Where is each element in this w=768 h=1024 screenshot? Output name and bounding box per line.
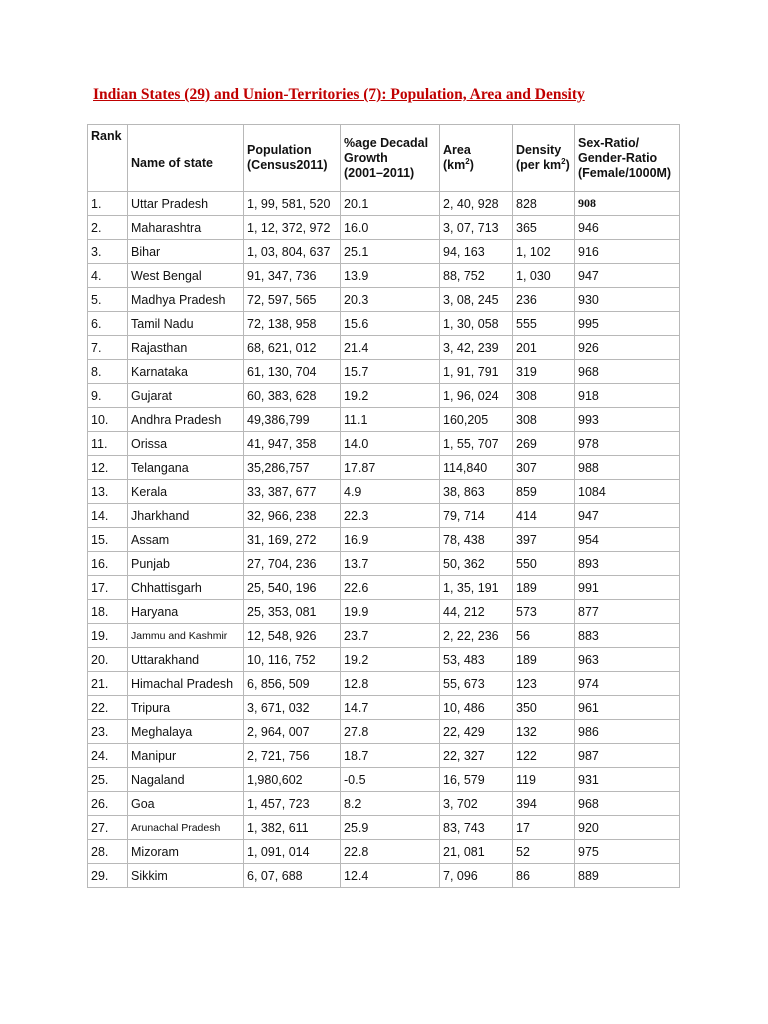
rank-cell: 7.	[88, 336, 128, 360]
area-cell: 1, 91, 791	[440, 360, 513, 384]
state-name-cell: Tripura	[128, 696, 244, 720]
population-cell: 72, 597, 565	[244, 288, 341, 312]
density-cell: 269	[513, 432, 575, 456]
density-cell: 17	[513, 816, 575, 840]
sex-ratio-cell: 975	[575, 840, 680, 864]
density-cell: 1, 102	[513, 240, 575, 264]
header-row	[88, 125, 680, 192]
table-row	[88, 720, 680, 744]
state-name-cell: Tamil Nadu	[128, 312, 244, 336]
table-row	[88, 384, 680, 408]
sex-ratio-cell: 954	[575, 528, 680, 552]
area-header: Area $(km^2)$	[440, 125, 513, 192]
document-title: Indian States (29) and Union-Territories (7): Population, Area and Density	[93, 86, 585, 103]
growth-cell: 12.4	[341, 864, 440, 888]
rank-cell: 23.	[88, 720, 128, 744]
state-name-cell: Manipur	[128, 744, 244, 768]
population-cell: 1, 382, 611	[244, 816, 341, 840]
sex-ratio-cell: 995	[575, 312, 680, 336]
rank-cell: 22.	[88, 696, 128, 720]
population-cell: 1, 091, 014	[244, 840, 341, 864]
state-name-cell: Bihar	[128, 240, 244, 264]
table-row	[88, 624, 680, 648]
growth-cell: 18.7	[341, 744, 440, 768]
area-cell: 3, 08, 245	[440, 288, 513, 312]
density-cell: 189	[513, 648, 575, 672]
population-cell: 1, 12, 372, 972	[244, 216, 341, 240]
state-name-cell: Gujarat	[128, 384, 244, 408]
rank-cell: 14.	[88, 504, 128, 528]
rank-cell: 3.	[88, 240, 128, 264]
table-row	[88, 216, 680, 240]
sex-ratio-cell: 946	[575, 216, 680, 240]
density-cell: 236	[513, 288, 575, 312]
density-cell: 859	[513, 480, 575, 504]
table-row	[88, 840, 680, 864]
population-cell: 91, 347, 736	[244, 264, 341, 288]
state-name-cell: Haryana	[128, 600, 244, 624]
table-row	[88, 288, 680, 312]
table-row	[88, 312, 680, 336]
population-cell: 60, 383, 628	[244, 384, 341, 408]
area-cell: 3, 07, 713	[440, 216, 513, 240]
growth-cell: 20.3	[341, 288, 440, 312]
density-cell: 573	[513, 600, 575, 624]
rank-cell: 29.	[88, 864, 128, 888]
area-cell: 2, 22, 236	[440, 624, 513, 648]
state-name-cell: Kerala	[128, 480, 244, 504]
sex-ratio-cell: 947	[575, 504, 680, 528]
table-row	[88, 648, 680, 672]
density-cell: 550	[513, 552, 575, 576]
population-header: Population (Census2011)	[244, 125, 341, 192]
table-row	[88, 264, 680, 288]
table-row	[88, 768, 680, 792]
sex-ratio-cell: 916	[575, 240, 680, 264]
population-cell: 6, 07, 688	[244, 864, 341, 888]
area-cell: 2, 40, 928	[440, 192, 513, 216]
area-cell: 1, 35, 191	[440, 576, 513, 600]
area-cell: 83, 743	[440, 816, 513, 840]
sex-ratio-cell: 908	[575, 192, 680, 216]
rank-cell: 28.	[88, 840, 128, 864]
rank-cell: 25.	[88, 768, 128, 792]
density-cell: 122	[513, 744, 575, 768]
state-name-cell: Uttar Pradesh	[128, 192, 244, 216]
rank-cell: 20.	[88, 648, 128, 672]
name-header: Name of state	[128, 125, 244, 192]
state-name-cell: Andhra Pradesh	[128, 408, 244, 432]
growth-cell: 19.2	[341, 648, 440, 672]
area-cell: 1, 30, 058	[440, 312, 513, 336]
growth-cell: 27.8	[341, 720, 440, 744]
sex-ratio-cell: 961	[575, 696, 680, 720]
population-cell: 1,980,602	[244, 768, 341, 792]
table-row	[88, 672, 680, 696]
state-name-cell: Arunachal Pradesh	[128, 816, 244, 840]
area-cell: 22, 327	[440, 744, 513, 768]
rank-cell: 16.	[88, 552, 128, 576]
sex-ratio-cell: 889	[575, 864, 680, 888]
state-name-cell: Chhattisgarh	[128, 576, 244, 600]
area-cell: 38, 863	[440, 480, 513, 504]
state-name-cell: Orissa	[128, 432, 244, 456]
table-row	[88, 408, 680, 432]
growth-cell: 25.9	[341, 816, 440, 840]
density-cell: 394	[513, 792, 575, 816]
density-cell: 132	[513, 720, 575, 744]
sex-ratio-cell: 968	[575, 360, 680, 384]
sex-ratio-cell: 918	[575, 384, 680, 408]
rank-cell: 4.	[88, 264, 128, 288]
density-cell: 319	[513, 360, 575, 384]
area-cell: 50, 362	[440, 552, 513, 576]
density-header: Density (per $km^2$)	[513, 125, 575, 192]
sex-ratio-cell: 993	[575, 408, 680, 432]
growth-cell: 13.7	[341, 552, 440, 576]
density-cell: 1, 030	[513, 264, 575, 288]
population-cell: 2, 964, 007	[244, 720, 341, 744]
rank-cell: 11.	[88, 432, 128, 456]
density-cell: 414	[513, 504, 575, 528]
rank-cell: 12.	[88, 456, 128, 480]
table-row	[88, 480, 680, 504]
state-name-cell: Sikkim	[128, 864, 244, 888]
table-body	[88, 192, 680, 888]
states-table	[87, 124, 680, 888]
population-cell: 10, 116, 752	[244, 648, 341, 672]
sex-ratio-cell: 893	[575, 552, 680, 576]
area-cell: 114,840	[440, 456, 513, 480]
population-cell: 2, 721, 756	[244, 744, 341, 768]
density-cell: 52	[513, 840, 575, 864]
density-cell: 201	[513, 336, 575, 360]
population-cell: 32, 966, 238	[244, 504, 341, 528]
rank-cell: 21.	[88, 672, 128, 696]
rank-cell: 8.	[88, 360, 128, 384]
state-name-cell: Mizoram	[128, 840, 244, 864]
sex-ratio-cell: 930	[575, 288, 680, 312]
growth-cell: 13.9	[341, 264, 440, 288]
population-cell: 27, 704, 236	[244, 552, 341, 576]
growth-cell: -0.5	[341, 768, 440, 792]
table-row	[88, 360, 680, 384]
growth-cell: 22.6	[341, 576, 440, 600]
state-name-cell: Maharashtra	[128, 216, 244, 240]
population-cell: 61, 130, 704	[244, 360, 341, 384]
growth-cell: 14.0	[341, 432, 440, 456]
population-cell: 6, 856, 509	[244, 672, 341, 696]
table-header	[88, 125, 680, 192]
rank-cell: 19.	[88, 624, 128, 648]
area-cell: 10, 486	[440, 696, 513, 720]
population-cell: 3, 671, 032	[244, 696, 341, 720]
growth-header: %age Decadal Growth (2001–2011)	[341, 125, 440, 192]
sex-ratio-header: Sex-Ratio/ Gender-Ratio (Female/1000M)	[575, 125, 680, 192]
state-name-cell: Himachal Pradesh	[128, 672, 244, 696]
state-name-cell: Jammu and Kashmir	[128, 624, 244, 648]
growth-cell: 19.9	[341, 600, 440, 624]
area-cell: 1, 96, 024	[440, 384, 513, 408]
rank-cell: 27.	[88, 816, 128, 840]
growth-cell: 25.1	[341, 240, 440, 264]
population-cell: 12, 548, 926	[244, 624, 341, 648]
rank-cell: 17.	[88, 576, 128, 600]
state-name-cell: Goa	[128, 792, 244, 816]
population-cell: 1, 99, 581, 520	[244, 192, 341, 216]
table-row	[88, 864, 680, 888]
density-cell: 308	[513, 384, 575, 408]
area-cell: 88, 752	[440, 264, 513, 288]
growth-cell: 16.0	[341, 216, 440, 240]
area-cell: 160,205	[440, 408, 513, 432]
density-cell: 123	[513, 672, 575, 696]
density-cell: 308	[513, 408, 575, 432]
population-cell: 33, 387, 677	[244, 480, 341, 504]
growth-cell: 16.9	[341, 528, 440, 552]
table-row	[88, 504, 680, 528]
area-cell: 44, 212	[440, 600, 513, 624]
growth-cell: 11.1	[341, 408, 440, 432]
population-cell: 25, 353, 081	[244, 600, 341, 624]
rank-cell: 15.	[88, 528, 128, 552]
density-cell: 828	[513, 192, 575, 216]
sex-ratio-cell: 974	[575, 672, 680, 696]
sex-ratio-cell: 947	[575, 264, 680, 288]
rank-cell: 24.	[88, 744, 128, 768]
growth-cell: 21.4	[341, 336, 440, 360]
density-cell: 56	[513, 624, 575, 648]
state-name-cell: Rajasthan	[128, 336, 244, 360]
table-row	[88, 456, 680, 480]
rank-cell: 5.	[88, 288, 128, 312]
rank-cell: 13.	[88, 480, 128, 504]
area-cell: 16, 579	[440, 768, 513, 792]
state-name-cell: Madhya Pradesh	[128, 288, 244, 312]
density-cell: 307	[513, 456, 575, 480]
population-cell: 1, 457, 723	[244, 792, 341, 816]
table-row	[88, 552, 680, 576]
growth-cell: 23.7	[341, 624, 440, 648]
area-cell: 79, 714	[440, 504, 513, 528]
state-name-cell: Jharkhand	[128, 504, 244, 528]
sex-ratio-cell: 986	[575, 720, 680, 744]
population-cell: 25, 540, 196	[244, 576, 341, 600]
growth-cell: 12.8	[341, 672, 440, 696]
table-row	[88, 576, 680, 600]
state-name-cell: West Bengal	[128, 264, 244, 288]
area-cell: 3, 702	[440, 792, 513, 816]
area-cell: 1, 55, 707	[440, 432, 513, 456]
growth-cell: 14.7	[341, 696, 440, 720]
density-cell: 555	[513, 312, 575, 336]
growth-cell: 17.87	[341, 456, 440, 480]
area-cell: 55, 673	[440, 672, 513, 696]
rank-cell: 26.	[88, 792, 128, 816]
sex-ratio-cell: 968	[575, 792, 680, 816]
population-cell: 1, 03, 804, 637	[244, 240, 341, 264]
population-cell: 49,386,799	[244, 408, 341, 432]
population-cell: 35,286,757	[244, 456, 341, 480]
population-cell: 72, 138, 958	[244, 312, 341, 336]
table-row	[88, 600, 680, 624]
table-row	[88, 336, 680, 360]
state-name-cell: Nagaland	[128, 768, 244, 792]
area-cell: 21, 081	[440, 840, 513, 864]
sex-ratio-cell: 926	[575, 336, 680, 360]
sex-ratio-cell: 931	[575, 768, 680, 792]
area-cell: 3, 42, 239	[440, 336, 513, 360]
area-cell: 53, 483	[440, 648, 513, 672]
table-row	[88, 192, 680, 216]
rank-cell: 10.	[88, 408, 128, 432]
population-cell: 31, 169, 272	[244, 528, 341, 552]
rank-cell: 6.	[88, 312, 128, 336]
sex-ratio-cell: 883	[575, 624, 680, 648]
density-cell: 365	[513, 216, 575, 240]
area-cell: 94, 163	[440, 240, 513, 264]
state-name-cell: Karnataka	[128, 360, 244, 384]
density-cell: 397	[513, 528, 575, 552]
state-name-cell: Punjab	[128, 552, 244, 576]
table-row	[88, 696, 680, 720]
table-row	[88, 432, 680, 456]
growth-cell: 15.6	[341, 312, 440, 336]
growth-cell: 8.2	[341, 792, 440, 816]
density-cell: 119	[513, 768, 575, 792]
state-name-cell: Meghalaya	[128, 720, 244, 744]
table-row	[88, 240, 680, 264]
density-cell: 189	[513, 576, 575, 600]
state-name-cell: Uttarakhand	[128, 648, 244, 672]
sex-ratio-cell: 877	[575, 600, 680, 624]
population-cell: 68, 621, 012	[244, 336, 341, 360]
area-cell: 7, 096	[440, 864, 513, 888]
sex-ratio-cell: 978	[575, 432, 680, 456]
area-cell: 22, 429	[440, 720, 513, 744]
rank-cell: 2.	[88, 216, 128, 240]
table-row	[88, 744, 680, 768]
table-row	[88, 816, 680, 840]
sex-ratio-cell: 988	[575, 456, 680, 480]
rank-header: Rank	[88, 125, 128, 192]
state-name-cell: Assam	[128, 528, 244, 552]
growth-cell: 22.8	[341, 840, 440, 864]
table-row	[88, 792, 680, 816]
growth-cell: 19.2	[341, 384, 440, 408]
density-cell: 86	[513, 864, 575, 888]
state-name-cell: Telangana	[128, 456, 244, 480]
rank-cell: 9.	[88, 384, 128, 408]
rank-cell: 18.	[88, 600, 128, 624]
table-row	[88, 528, 680, 552]
area-cell: 78, 438	[440, 528, 513, 552]
population-cell: 41, 947, 358	[244, 432, 341, 456]
sex-ratio-cell: 963	[575, 648, 680, 672]
sex-ratio-cell: 920	[575, 816, 680, 840]
rank-cell: 1.	[88, 192, 128, 216]
states-table-container	[87, 124, 679, 888]
sex-ratio-cell: 991	[575, 576, 680, 600]
growth-cell: 4.9	[341, 480, 440, 504]
growth-cell: 20.1	[341, 192, 440, 216]
sex-ratio-cell: 987	[575, 744, 680, 768]
sex-ratio-cell: 1084	[575, 480, 680, 504]
growth-cell: 15.7	[341, 360, 440, 384]
growth-cell: 22.3	[341, 504, 440, 528]
density-cell: 350	[513, 696, 575, 720]
